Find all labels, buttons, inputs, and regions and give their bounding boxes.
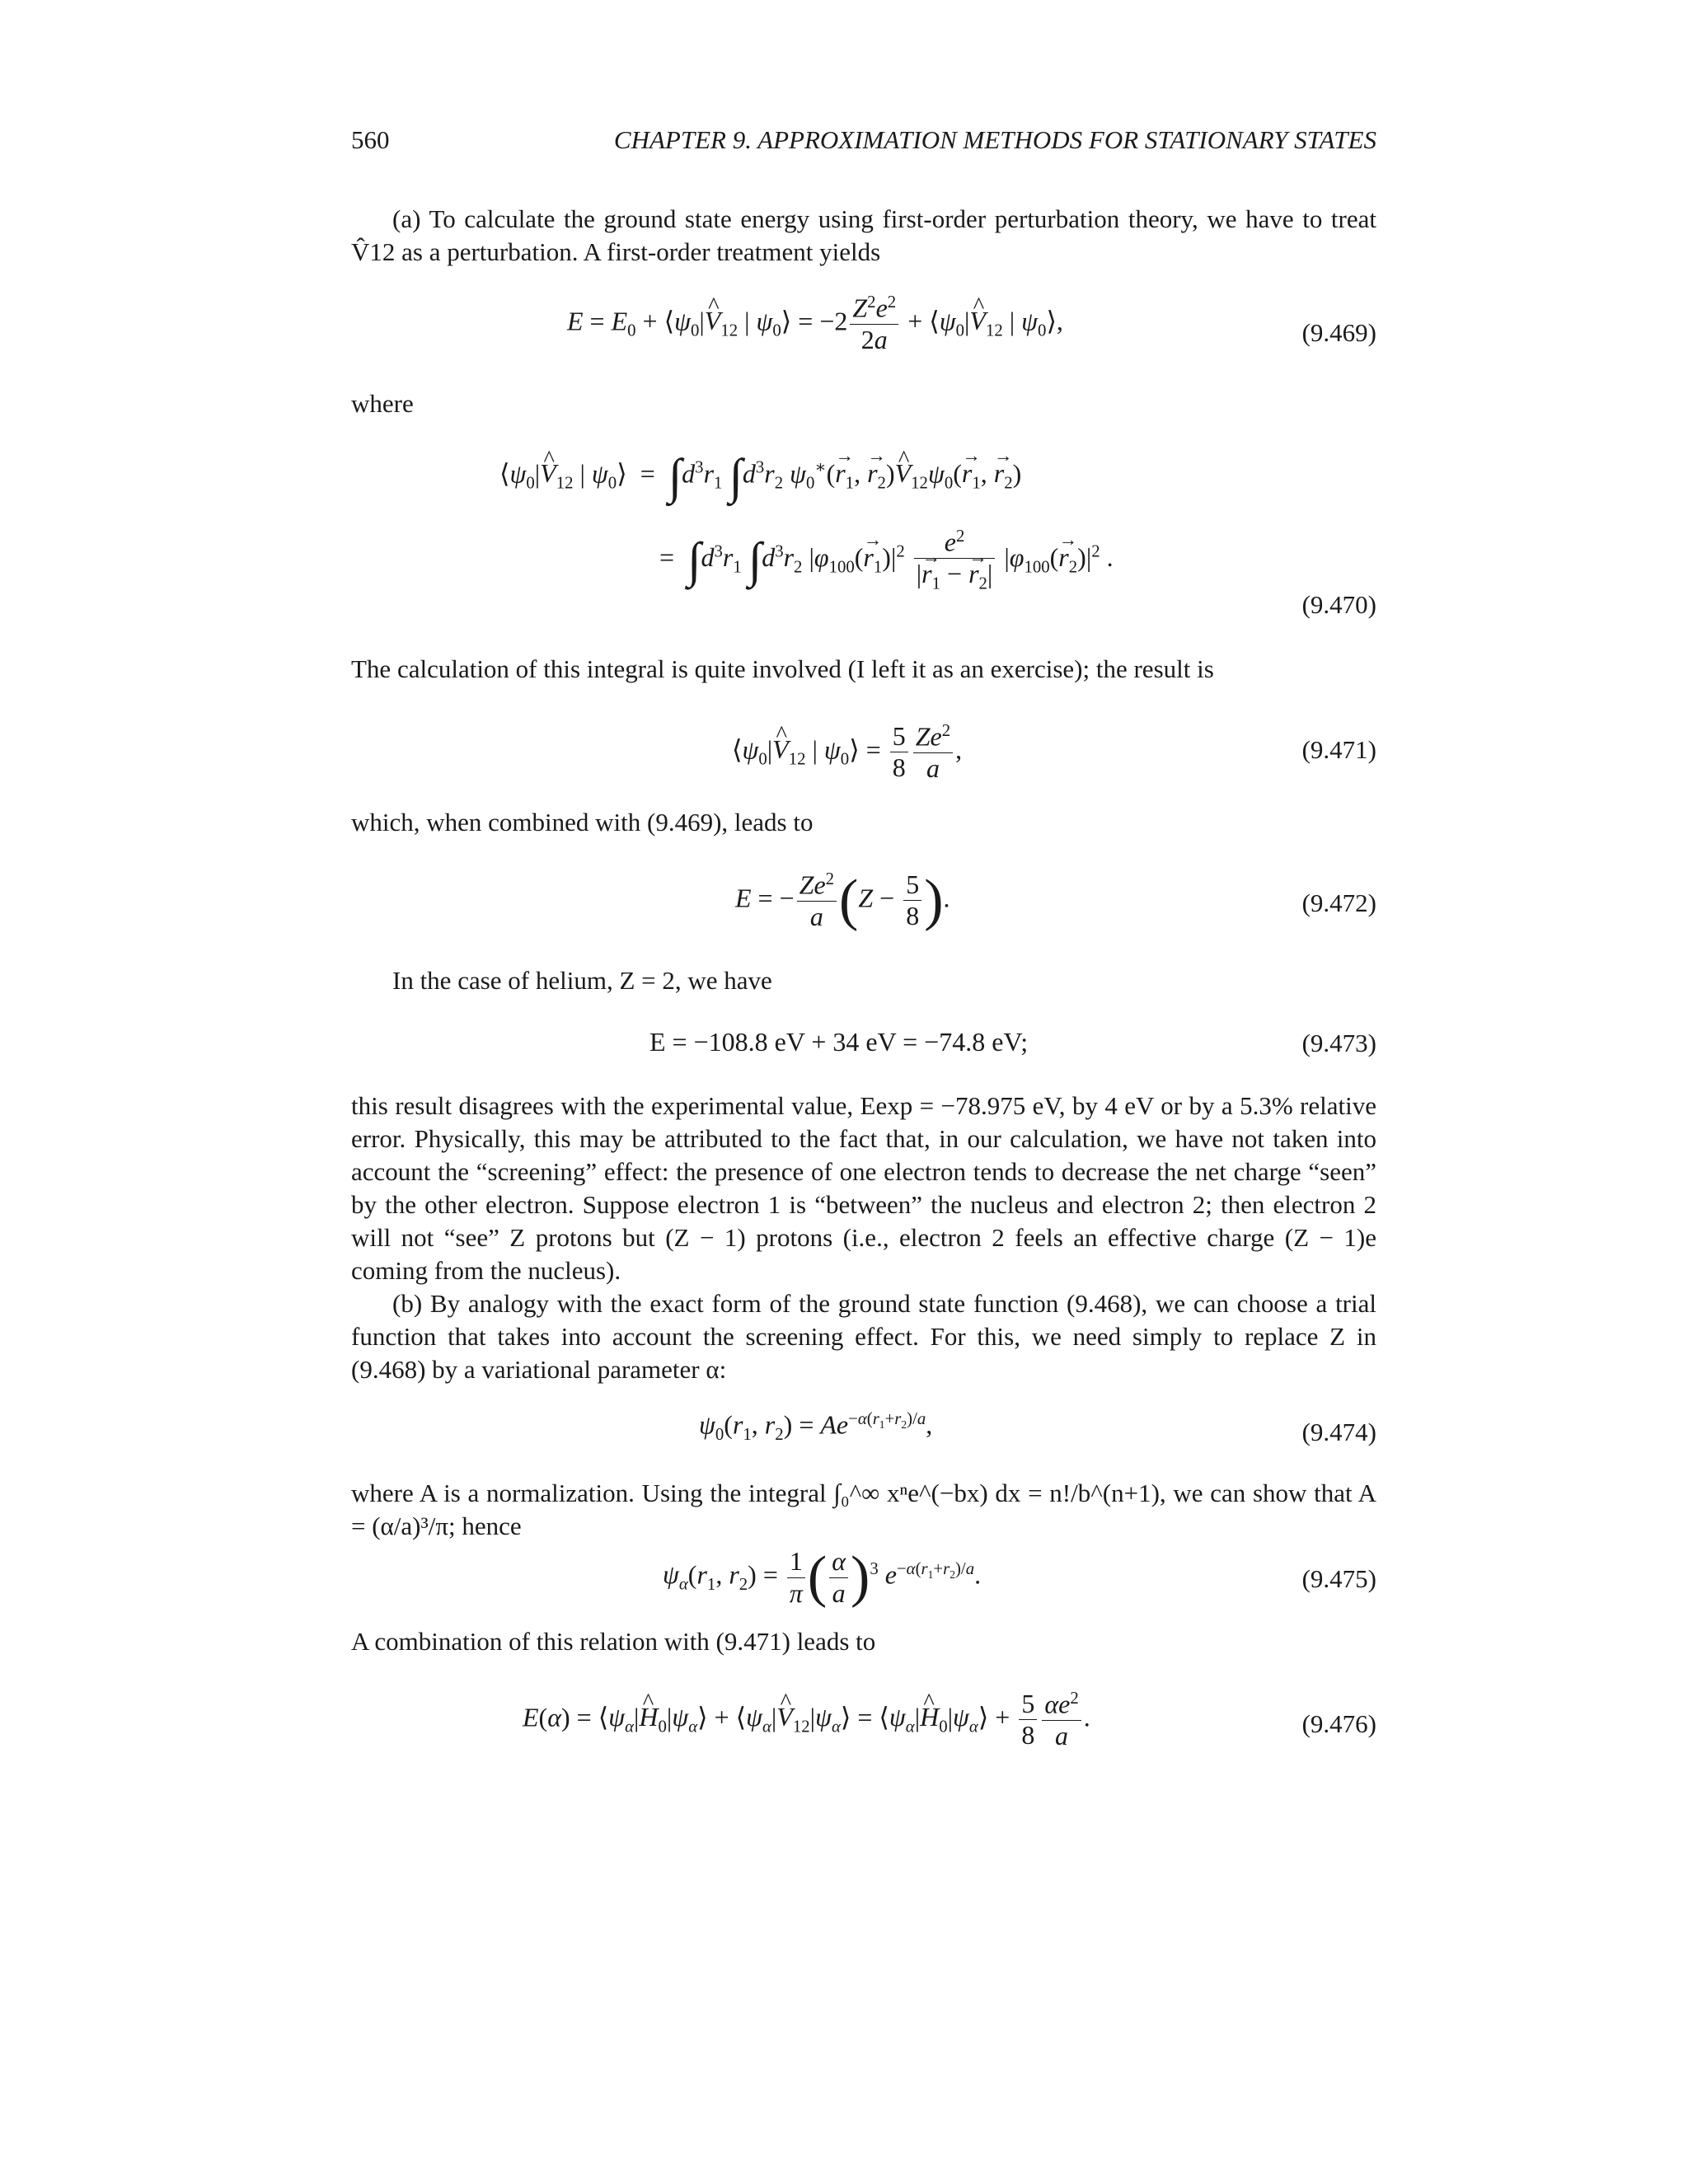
equation-9-469: $E = E_0$ + $⟨\psi_0|\^{}$ $V_{12}$ | $\psi_0⟩ = -2$ $\frac{Z^2e^2}{2a}$ + $⟨\psi_0|\^{}$ $V_{12}$ | $\psi_0⟩$, bbox=[567, 293, 1063, 343]
paragraph-part-b: (b) By analogy with the exact form of the ground state function (9.468), we can choose a trial function that takes into account the screening effect. For this, we need simply to replace Z in (9.468) by a variational parameter α: bbox=[351, 1289, 1376, 1384]
equation-9-476: $E(\alpha) = ⟨\psi_\alpha|\^{}$ $H_0|\psi_\alpha⟩$ + $⟨\psi_\alpha|\^{}$ $V_{12}|\psi_\alpha⟩$ = $⟨\psi_\alpha|\^{}$ $H_0|\psi_\alpha⟩$ + $\frac{5}{8}$ $\frac{\alpha e^2}{a}$ . bbox=[523, 1690, 1090, 1739]
equation-9-470-line-2: = $\int d^3r_1$ $\int d^3r_2$ $|\varphi_{100}(\to r_1)|^2$ $\frac{e^2}{|\to r_1 - \to r_2|}$ $|\varphi_{100}(\to r_2)|^2$ . bbox=[659, 527, 1114, 577]
equation-number-9-470: (9.470) bbox=[1301, 590, 1376, 619]
equation-number-9-469: (9.469) bbox=[1301, 318, 1376, 347]
equation-number-9-474: (9.474) bbox=[1301, 1418, 1376, 1446]
paragraph-combination: A combination of this relation with (9.471) leads to bbox=[351, 1627, 876, 1656]
paragraph-part-a: (a) To calculate the ground state energy using first-order perturbation theory, we have to treat V̂12 as a perturbation. A first-order treatment yields bbox=[351, 204, 1376, 266]
equation-number-9-472: (9.472) bbox=[1301, 888, 1376, 917]
equation-9-474: $\psi_0(r_1$, $r_2) = Ae^{-\alpha(r_1+r_2)/a}$, bbox=[699, 1409, 933, 1445]
equation-9-472: E = − $\frac{Ze^2}{a}$ (Z − $\frac{5}{8}$ ). bbox=[735, 868, 950, 932]
equation-9-471: $⟨\psi_0|\^{}$ $V_{12}$ | $\psi_0⟩$ = $\frac{5}{8}$ $\frac{Ze^2}{a}$ , bbox=[732, 722, 962, 771]
paragraph-combined: which, when combined with (9.469), leads to bbox=[351, 808, 814, 837]
equation-9-473: E = −108.8 eV + 34 eV = −74.8 eV; bbox=[649, 1027, 1029, 1057]
equation-number-9-476: (9.476) bbox=[1301, 1709, 1376, 1738]
equation-number-9-471: (9.471) bbox=[1301, 735, 1376, 764]
paragraph-where-1: where bbox=[351, 389, 414, 418]
equation-number-9-473: (9.473) bbox=[1301, 1029, 1376, 1057]
paragraph-normalization: where A is a normalization. Using the integral ∫₀^∞ xⁿe^(−bx) dx = n!/b^(n+1), we can show that A = (α/a)³/π; hence bbox=[351, 1479, 1376, 1540]
paragraph-integral-result: The calculation of this integral is quite involved (I left it as an exercise); the result is bbox=[351, 654, 1214, 683]
page-number: 560 bbox=[351, 125, 390, 154]
equation-9-470-line-1: $⟨\psi_0|\^{}$ $V_{12}$ | $\psi_0⟩ = \int d^3r_1$ $\int d^3r_2$ $\psi_0^∗(\to r_1$, → $r_2)\^{}$ $V_{12}\psi_0(\to r_1$, → $r_2$) bbox=[499, 452, 1021, 501]
running-title: CHAPTER 9. APPROXIMATION METHODS FOR STATIONARY STATES bbox=[613, 125, 1376, 154]
paragraph-helium: In the case of helium, Z = 2, we have bbox=[392, 966, 772, 995]
page-header bbox=[351, 125, 1376, 162]
paragraph-screening: this result disagrees with the experimental value, Eexp = −78.975 eV, by 4 eV or by a 5.3% relative error. Physically, this may be attributed to the fact that, in our calculation, we have not taken into account the “screening” effect: the presence of one electron tends to decrease the net charge “seen” by the other electron. Suppose electron 1 is “between” the nucleus and electron 2; then electron 2 will not “see” Z protons but (Z − 1) protons (i.e., electron 2 feels an effective charge (Z − 1)e coming from the nucleus). bbox=[351, 1091, 1376, 1285]
equation-9-475: $\psi_\alpha(r_1$, $r_2$) = $\frac{1}{\pi}$ ( $\frac{\alpha}{a}$ )$^3$ $e^{-\alpha(r_1+r_2)/a}$. bbox=[663, 1545, 982, 1610]
equation-number-9-475: (9.475) bbox=[1301, 1564, 1376, 1593]
